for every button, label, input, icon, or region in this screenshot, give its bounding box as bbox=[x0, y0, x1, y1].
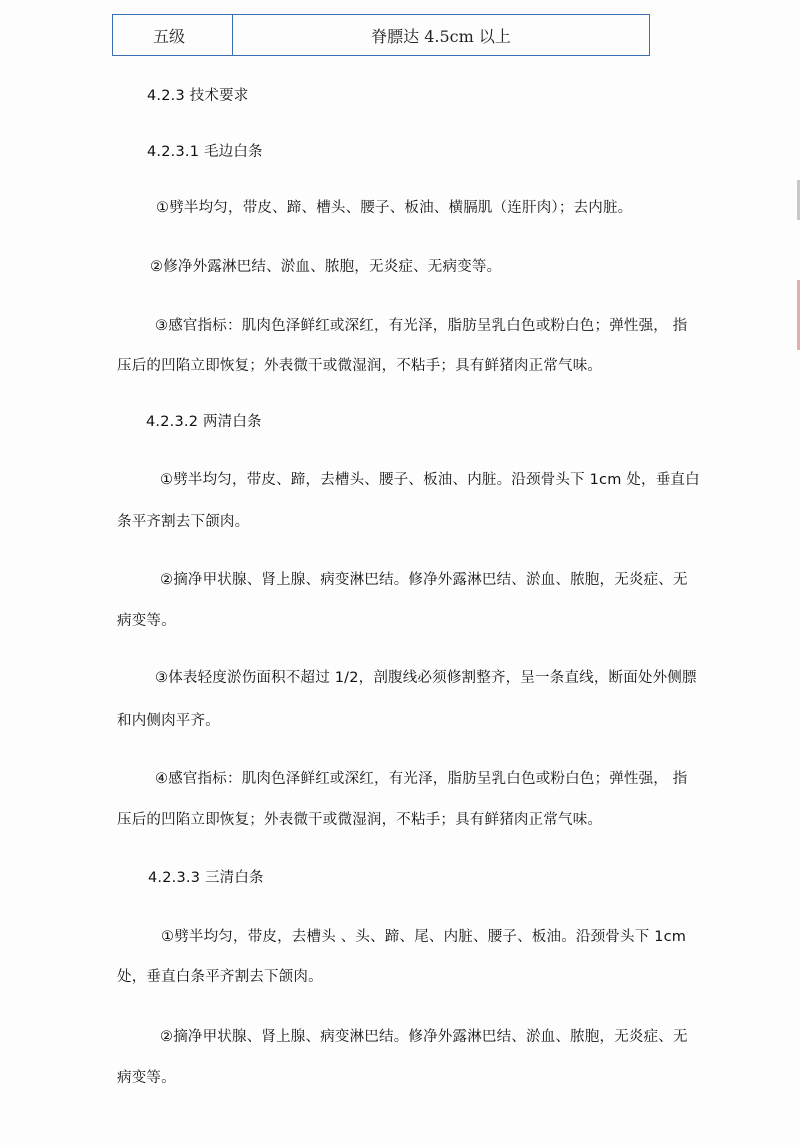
paragraph-line: ③体表轻度淤伤面积不超过 1/2，剖腹线必须修割整齐，呈一条直线，断面处外侧膘 bbox=[155, 670, 697, 686]
paragraph-line: ③感官指标：肌肉色泽鲜红或深红，有光泽，脂肪呈乳白色或粉白色；弹性强， 指 bbox=[155, 318, 688, 334]
paragraph-line: 条平齐割去下颌肉。 bbox=[117, 514, 250, 530]
section-heading-4-2-3-1: 4.2.3.1 毛边白条 bbox=[147, 144, 263, 160]
paragraph-line: ②摘净甲状腺、肾上腺、病变淋巴结。修净外露淋巴结、淤血、脓胞，无炎症、无 bbox=[160, 572, 688, 588]
paragraph-line: 病变等。 bbox=[117, 1070, 176, 1086]
paragraph-line: ①劈半均匀，带皮，去槽头 、头、蹄、尾、内脏、腰子、板油。沿颈骨头下 1cm bbox=[161, 929, 687, 945]
paragraph-line: ②摘净甲状腺、肾上腺、病变淋巴结。修净外露淋巴结、淤血、脓胞，无炎症、无 bbox=[160, 1029, 688, 1045]
paragraph-line: ①劈半均匀，带皮、蹄、槽头、腰子、板油、横膈肌（连肝肉）；去内脏。 bbox=[156, 200, 633, 216]
paragraph-line: ①劈半均匀，带皮、蹄，去槽头、腰子、板油、内脏。沿颈骨头下 1cm 处，垂直白 bbox=[160, 472, 700, 488]
paragraph-line: 和内侧肉平齐。 bbox=[117, 713, 220, 729]
grade-table-row bbox=[112, 14, 650, 56]
paragraph-line: ④感官指标：肌肉色泽鲜红或深红，有光泽，脂肪呈乳白色或粉白色；弹性强， 指 bbox=[155, 771, 688, 787]
grade-level-cell: 五级 bbox=[113, 15, 233, 55]
section-heading-4-2-3-2: 4.2.3.2 两清白条 bbox=[146, 414, 262, 430]
paragraph-line: 病变等。 bbox=[117, 613, 176, 629]
paragraph-line: 压后的凹陷立即恢复；外表微干或微湿润，不粘手；具有鲜猪肉正常气味。 bbox=[117, 358, 603, 374]
grade-description-cell: 脊膘达 4.5cm 以上 bbox=[371, 26, 511, 46]
section-heading-4-2-3-3: 4.2.3.3 三清白条 bbox=[148, 870, 264, 886]
paragraph-line: 压后的凹陷立即恢复；外表微干或微湿润，不粘手；具有鲜猪肉正常气味。 bbox=[117, 812, 603, 828]
paragraph-line: 处，垂直白条平齐割去下颌肉。 bbox=[117, 969, 323, 985]
section-heading-4-2-3: 4.2.3 技术要求 bbox=[147, 88, 249, 104]
paragraph-line: ②修净外露淋巴结、淤血、脓胞，无炎症、无病变等。 bbox=[150, 259, 502, 275]
